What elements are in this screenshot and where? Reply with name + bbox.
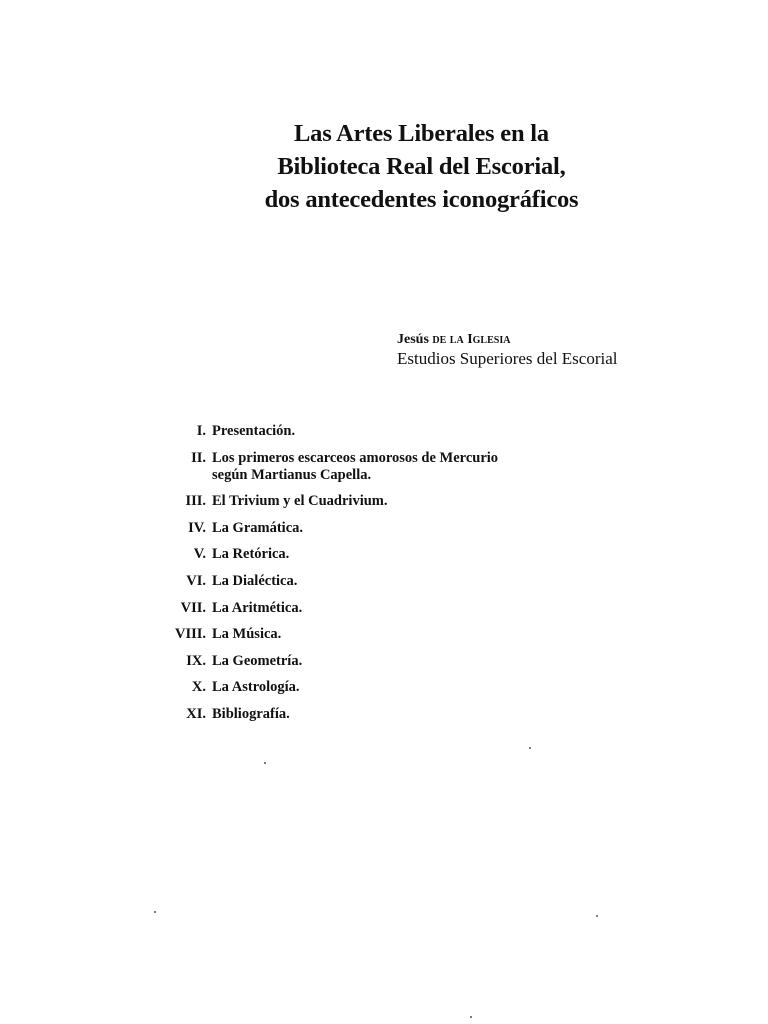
scan-speck xyxy=(154,911,156,913)
toc-item xyxy=(150,573,650,590)
author-block xyxy=(397,330,618,368)
toc-label xyxy=(212,600,650,617)
author-surname: de la Iglesia xyxy=(432,332,511,347)
toc-item xyxy=(150,450,650,484)
table-of-contents xyxy=(150,423,650,733)
toc-label-line: La Geometría. xyxy=(212,652,303,669)
toc-label-line: La Astrología. xyxy=(212,679,300,696)
toc-label-line: Bibliografía. xyxy=(212,705,290,722)
toc-item xyxy=(150,706,650,723)
toc-label xyxy=(212,573,650,590)
toc-number: IX. xyxy=(186,652,206,669)
article-title xyxy=(0,117,768,216)
author-affiliation: Estudios Superiores del Escorial xyxy=(397,349,618,368)
toc-label-line: La Gramática. xyxy=(212,519,304,536)
author-given-name: Jesús xyxy=(397,332,429,347)
toc-number: XI. xyxy=(186,705,206,722)
toc-item xyxy=(150,679,650,696)
toc-label xyxy=(212,450,650,484)
scan-speck xyxy=(264,762,266,764)
toc-number: X. xyxy=(191,679,206,696)
toc-number: VII. xyxy=(180,599,206,616)
title-line-2: Biblioteca Real del Escorial, xyxy=(277,153,566,180)
toc-number: V. xyxy=(193,546,206,563)
toc-label xyxy=(212,546,650,563)
toc-label xyxy=(212,679,650,696)
toc-item xyxy=(150,653,650,670)
toc-number: III. xyxy=(185,493,206,510)
toc-label xyxy=(212,653,650,670)
toc-label-line: El Trivium y el Cuadrivium. xyxy=(212,493,388,510)
toc-number: I. xyxy=(196,423,206,439)
toc-number: II. xyxy=(191,449,206,466)
toc-label-line: La Retórica. xyxy=(212,546,290,563)
toc-label-line: según Martianus Capella. xyxy=(212,466,372,483)
toc-number: VI. xyxy=(186,572,206,589)
author-name xyxy=(397,330,618,349)
toc-item xyxy=(150,423,650,440)
toc-item xyxy=(150,626,650,643)
toc-label-line: Presentación. xyxy=(212,423,296,439)
toc-item xyxy=(150,520,650,537)
toc-item xyxy=(150,493,650,510)
toc-label-line: La Dialéctica. xyxy=(212,572,298,589)
scan-speck xyxy=(470,1016,472,1018)
toc-label xyxy=(212,626,650,643)
toc-label xyxy=(212,520,650,537)
toc-label xyxy=(212,423,650,440)
scan-speck xyxy=(529,747,531,749)
toc-number: VIII. xyxy=(174,626,206,643)
title-line-3: dos antecedentes iconográficos xyxy=(264,186,579,213)
toc-label xyxy=(212,706,650,723)
toc-label-line: Los primeros escarceos amorosos de Mercurio xyxy=(212,449,499,466)
toc-item xyxy=(150,600,650,617)
toc-label xyxy=(212,493,650,510)
title-line-1: Las Artes Liberales en la xyxy=(294,120,549,147)
toc-item xyxy=(150,546,650,563)
scan-speck xyxy=(596,915,598,917)
toc-number: IV. xyxy=(188,519,206,536)
toc-label-line: La Aritmética. xyxy=(212,599,303,616)
toc-label-line: La Música. xyxy=(212,626,282,643)
